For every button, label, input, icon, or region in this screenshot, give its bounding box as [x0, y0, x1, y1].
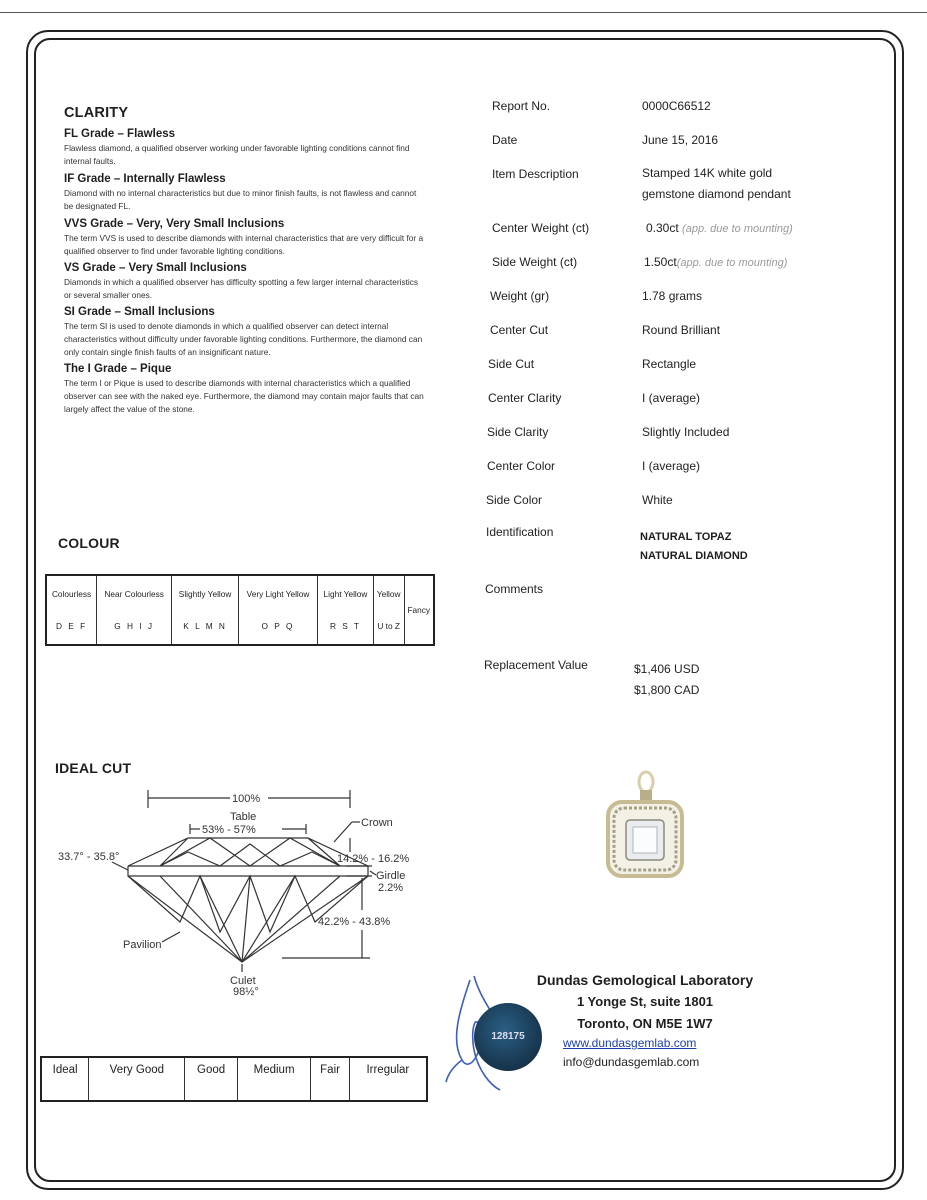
culet-angle-label: 98½°	[233, 986, 259, 997]
field-label: Side Weight (ct)	[492, 255, 578, 269]
field-label: Side Cut	[488, 357, 535, 371]
table-label: Table	[230, 811, 257, 823]
lab-email: info@dundasgemlab.com	[563, 1055, 700, 1069]
replacement-values	[634, 659, 699, 701]
field-value: Round Brilliant	[642, 323, 721, 337]
field-value: Rectangle	[642, 357, 697, 371]
field-side-cut	[488, 357, 872, 391]
top-rule	[0, 12, 927, 13]
clarity-grade-si	[64, 306, 424, 359]
cut-grade-cell: Ideal	[41, 1057, 89, 1101]
colour-grades: R S T	[329, 621, 361, 631]
colour-heading: COLOUR	[58, 535, 120, 551]
replacement-usd: $1,406 USD	[634, 662, 700, 676]
grade-title: IF Grade – Internally Flawless	[64, 173, 226, 185]
field-value: I (average)	[642, 459, 701, 473]
cut-grade-cell: Very Good	[89, 1057, 185, 1101]
lab-seal	[474, 1003, 542, 1071]
clarity-grade-i	[64, 363, 424, 416]
grade-description: The term SI is used to denote diamonds in which a qualified observer can detect internal characteristics without difficulty under favorable lighting conditions. Furthermore, the diamond can only contain single finish faults of an insignificant nature.	[64, 321, 423, 357]
pendant-photo	[600, 768, 690, 884]
grade-description: Flawless diamond, a qualified observer working under favorable lighting conditions cannot find internal faults.	[64, 143, 410, 166]
colour-name: Fancy	[407, 605, 431, 615]
field-value: I (average)	[642, 391, 701, 405]
colour-name: Very Light Yellow	[246, 589, 310, 599]
colour-grades: U to Z	[377, 621, 400, 631]
field-center-clarity	[488, 391, 872, 425]
comments-label: Comments	[485, 582, 544, 596]
replacement-value-label: Replacement Value	[484, 658, 588, 672]
grade-title: FL Grade – Flawless	[64, 128, 176, 140]
grade-title: VS Grade – Very Small Inclusions	[64, 262, 247, 274]
seal-number: 128175	[491, 1031, 525, 1042]
field-value: 1.78 grams	[642, 289, 703, 303]
colour-cell	[318, 575, 374, 645]
field-value: Slightly Included	[642, 425, 730, 439]
field-side-clarity	[487, 425, 872, 459]
colour-cell	[172, 575, 239, 645]
field-item-description	[492, 167, 872, 221]
colour-grades: K L M N	[183, 621, 227, 631]
colour-cell	[404, 575, 434, 645]
colour-name: Near Colourless	[104, 589, 164, 599]
grade-title: SI Grade – Small Inclusions	[64, 306, 215, 318]
clarity-grade-vvs	[64, 218, 424, 258]
grade-description: The term VVS is used to describe diamonds with internal characteristics that are very difficult for a qualified observer to find under favorable lighting conditions.	[64, 233, 424, 256]
field-report-no	[492, 99, 872, 133]
grade-title: VVS Grade – Very, Very Small Inclusions	[64, 218, 285, 230]
colour-name: Yellow	[376, 589, 401, 599]
field-label: Item Description	[492, 167, 579, 181]
lab-address-1: 1 Yonge St, suite 1801	[576, 994, 714, 1009]
girdle-label: Girdle	[376, 870, 406, 882]
field-label: Center Weight (ct)	[492, 221, 590, 235]
colour-grades: D E F	[55, 621, 88, 631]
grade-description: Diamonds in which a qualified observer has difficulty spotting a few larger internal characteristics or several smaller ones.	[64, 277, 419, 300]
grade-description: Diamond with no internal characteristics but due to minor finish faults, is not flawless and cannot be designated FL.	[64, 188, 417, 211]
field-label: Side Color	[486, 493, 543, 507]
field-value: White	[642, 493, 673, 507]
girdle-value-label: 2.2%	[378, 882, 404, 894]
cut-grade-cell: Irregular	[349, 1057, 427, 1101]
lab-website-link[interactable]: www.dundasgemlab.com	[563, 1036, 697, 1050]
colour-scale-table	[45, 574, 435, 646]
field-label: Report No.	[492, 99, 551, 113]
field-weight-gr	[492, 289, 872, 323]
field-center-weight	[492, 221, 872, 255]
table-range-label: 53% - 57%	[202, 824, 256, 836]
colour-grades: O P Q	[261, 621, 295, 631]
field-value: 0000C66512	[642, 99, 711, 113]
culet-label: Culet	[230, 975, 256, 987]
field-label: Date	[492, 133, 518, 147]
cut-grade-cell: Medium	[237, 1057, 311, 1101]
field-label: Side Clarity	[487, 425, 549, 439]
field-note: (app. due to mounting)	[682, 223, 793, 235]
colour-cell	[238, 575, 317, 645]
width-label: 100%	[232, 793, 261, 805]
crown-angle-label: 33.7° - 35.8°	[58, 851, 120, 863]
grade-description: The term I or Pique is used to describe diamonds with internal characteristics which a qualified observer can see with the naked eye. Furthermore, the diamond may contain major faults that can largely affect the value of the stone.	[64, 378, 424, 414]
field-side-color	[486, 493, 872, 527]
field-side-weight	[492, 255, 872, 289]
cut-grade-cell: Good	[185, 1057, 237, 1101]
crown-label: Crown	[361, 817, 393, 829]
crown-height-label: 14.2% - 16.2%	[337, 853, 410, 865]
replacement-cad: $1,800 CAD	[634, 683, 700, 697]
colour-cell	[46, 575, 97, 645]
field-center-cut	[492, 323, 872, 357]
field-value: Stamped 14K white gold gemstone diamond pendant	[642, 166, 791, 201]
clarity-grade-vs	[64, 262, 424, 302]
colour-grades: G H I J	[114, 621, 155, 631]
identification-values	[640, 528, 748, 566]
ideal-cut-heading: IDEAL CUT	[55, 760, 132, 776]
field-value: 1.50ct	[644, 255, 677, 269]
cut-grade-cell: Fair	[311, 1057, 349, 1101]
clarity-grade-fl	[64, 128, 424, 168]
field-date	[492, 133, 872, 167]
colour-cell	[373, 575, 404, 645]
identification-item: NATURAL DIAMOND	[640, 550, 748, 562]
clarity-grade-list	[64, 128, 424, 416]
pavilion-depth-label: 42.2% - 43.8%	[318, 916, 391, 928]
clarity-heading: CLARITY	[64, 105, 129, 121]
field-label: Center Color	[487, 459, 556, 473]
colour-name: Slightly Yellow	[178, 589, 232, 599]
diamond-proportions-diagram	[50, 782, 430, 997]
field-label: Weight (gr)	[490, 289, 550, 303]
cut-grade-table	[40, 1056, 428, 1102]
lab-name: Dundas Gemological Laboratory	[536, 972, 754, 988]
identification-label: Identification	[486, 525, 554, 539]
colour-name: Colourless	[51, 589, 92, 599]
pavilion-label: Pavilion	[123, 939, 162, 951]
field-value: 0.30ct	[646, 221, 679, 235]
field-center-color	[487, 459, 872, 493]
lab-address-2: Toronto, ON M5E 1W7	[577, 1016, 713, 1031]
field-value: June 15, 2016	[642, 133, 719, 147]
field-label: Center Cut	[490, 323, 549, 337]
field-label: Center Clarity	[488, 391, 562, 405]
colour-cell	[97, 575, 172, 645]
clarity-grade-if	[64, 173, 424, 213]
identification-item: NATURAL TOPAZ	[640, 531, 732, 543]
grade-title: The I Grade – Pique	[64, 363, 172, 375]
field-note: (app. due to mounting)	[676, 257, 788, 269]
report-fields	[486, 99, 872, 527]
colour-name: Light Yellow	[323, 589, 368, 599]
